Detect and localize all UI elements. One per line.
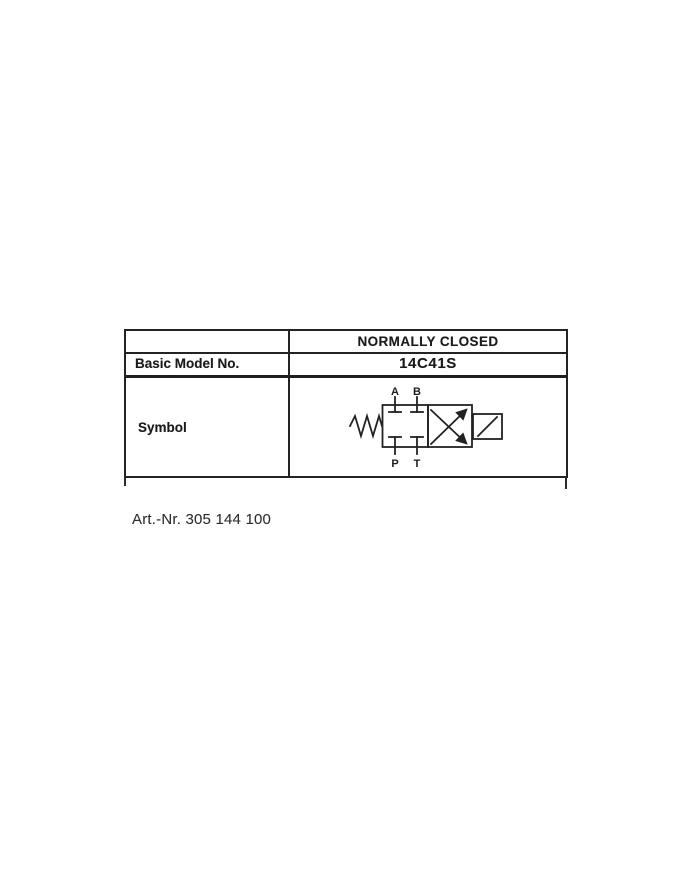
- port-label-p: P: [391, 458, 399, 470]
- model-table: [124, 329, 568, 478]
- port-label-a: A: [391, 386, 399, 398]
- scan-border-overshoot-right: [565, 477, 567, 489]
- basic-model-no-value: 14C41S: [290, 354, 566, 378]
- port-label-t: T: [413, 458, 421, 470]
- solenoid-diagonal: [478, 417, 497, 436]
- symbol-row-label-cell: [126, 378, 290, 476]
- symbol-diagram-cell: [290, 378, 566, 476]
- spring-return-symbol: [350, 416, 382, 436]
- scan-border-overshoot-left: [124, 477, 126, 486]
- valve-symbol-diagram: [345, 380, 513, 472]
- table-header-normally-closed: NORMALLY CLOSED: [290, 331, 566, 354]
- basic-model-no-label: Basic Model No.: [126, 354, 290, 378]
- article-number: Art.-Nr. 305 144 100: [132, 511, 272, 528]
- table-header-empty-cell: [126, 331, 290, 354]
- port-label-b: B: [413, 386, 421, 398]
- blocked-port-p: [389, 437, 401, 454]
- symbol-label: Symbol: [138, 419, 187, 435]
- blocked-port-t: [411, 437, 423, 454]
